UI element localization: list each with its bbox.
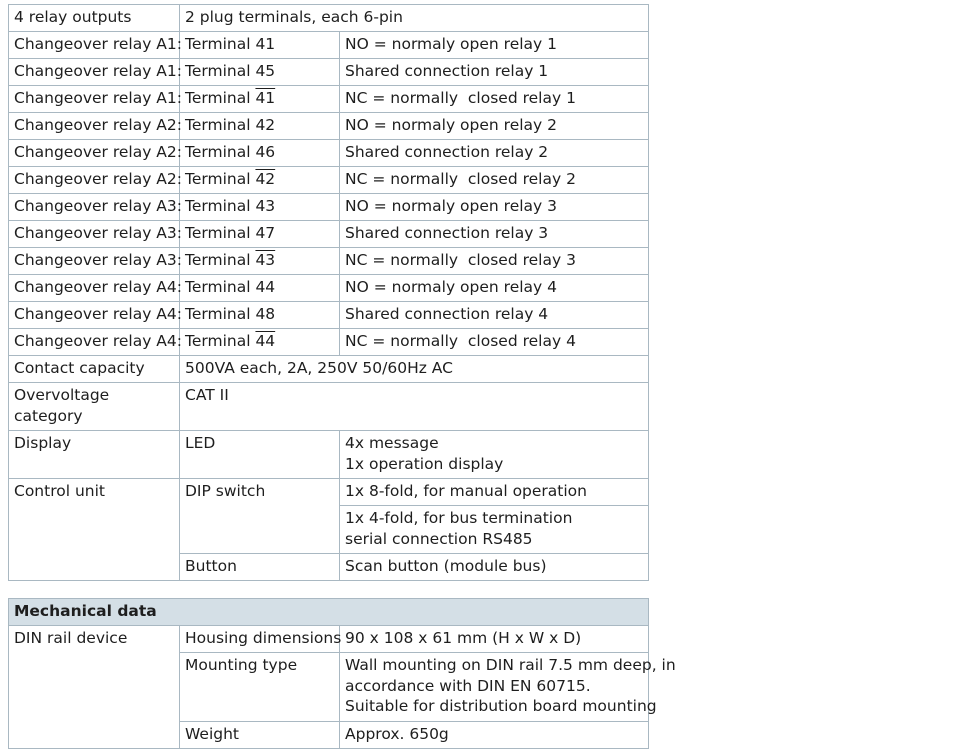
terminal-cell — [180, 248, 340, 275]
dip-switch-value-2-line-1: 1x 4-fold, for bus termination — [345, 509, 573, 527]
terminal-number: 41 — [255, 89, 276, 107]
specifications-table — [8, 4, 649, 581]
relay-outputs-value: 2 plug terminals, each 6-pin — [180, 5, 649, 32]
weight-label: Weight — [180, 722, 340, 749]
terminal-number: 48 — [255, 305, 276, 323]
table-row — [9, 113, 649, 140]
table-row — [9, 140, 649, 167]
housing-dimensions-value: 90 x 108 x 61 mm (H x W x D) — [340, 626, 649, 653]
terminal-prefix: Terminal — [185, 35, 256, 53]
specifications-table-footer-rows — [9, 356, 649, 581]
relay-description-cell: Shared connection relay 4 — [340, 302, 649, 329]
table-row — [9, 248, 649, 275]
terminal-prefix: Terminal — [185, 278, 256, 296]
relay-description-cell: NO = normaly open relay 4 — [340, 275, 649, 302]
terminal-prefix: Terminal — [185, 305, 256, 323]
table-row — [9, 302, 649, 329]
display-label: Display — [9, 431, 180, 479]
table-row — [9, 626, 649, 653]
terminal-number: 43 — [255, 251, 276, 269]
overvoltage-value: CAT II — [180, 383, 649, 431]
table-row — [9, 167, 649, 194]
terminal-prefix: Terminal — [185, 116, 256, 134]
table-header-row — [9, 599, 649, 626]
terminal-prefix: Terminal — [185, 251, 256, 269]
relay-description-cell: Shared connection relay 1 — [340, 59, 649, 86]
mounting-type-line-2: accordance with DIN EN 60715. — [345, 676, 591, 695]
mechanical-data-header: Mechanical data — [9, 599, 649, 626]
table-row — [9, 194, 649, 221]
terminal-cell — [180, 59, 340, 86]
terminal-number: 43 — [255, 197, 276, 215]
terminal-number: 41 — [255, 35, 276, 53]
weight-value: Approx. 650g — [340, 722, 649, 749]
terminal-prefix: Terminal — [185, 89, 256, 107]
relay-name-cell: Changeover relay A3: — [9, 194, 180, 221]
terminal-prefix: Terminal — [185, 332, 256, 350]
table-row — [9, 329, 649, 356]
terminal-number: 47 — [255, 224, 276, 242]
relay-name-cell: Changeover relay A4: — [9, 302, 180, 329]
control-unit-label: Control unit — [9, 479, 180, 581]
terminal-cell — [180, 329, 340, 356]
terminal-prefix: Terminal — [185, 143, 256, 161]
relay-name-cell: Changeover relay A4: — [9, 275, 180, 302]
terminal-number: 44 — [255, 278, 276, 296]
terminal-cell — [180, 221, 340, 248]
terminal-number: 42 — [255, 116, 276, 134]
display-value-line-2: 1x operation display — [345, 454, 504, 473]
terminal-cell — [180, 140, 340, 167]
relay-description-cell: NO = normaly open relay 2 — [340, 113, 649, 140]
terminal-number: 42 — [255, 170, 276, 188]
terminal-prefix: Terminal — [185, 170, 256, 188]
terminal-number: 46 — [255, 143, 276, 161]
relay-description-cell: NO = normaly open relay 1 — [340, 32, 649, 59]
table-row — [9, 221, 649, 248]
terminal-cell — [180, 113, 340, 140]
dip-switch-value-1: 1x 8-fold, for manual operation — [340, 479, 649, 506]
dip-switch-value-2 — [340, 506, 649, 554]
table-row — [9, 479, 649, 506]
relay-description-cell: Shared connection relay 3 — [340, 221, 649, 248]
terminal-cell — [180, 86, 340, 113]
relay-name-cell: Changeover relay A1: — [9, 59, 180, 86]
table-row — [9, 59, 649, 86]
terminal-prefix: Terminal — [185, 224, 256, 242]
display-type: LED — [180, 431, 340, 479]
terminal-cell — [180, 167, 340, 194]
relay-description-cell: NC = normally closed relay 1 — [340, 86, 649, 113]
mounting-type-label: Mounting type — [180, 653, 340, 722]
overvoltage-label-line-1: Overvoltage — [14, 386, 110, 404]
dip-switch-value-2-line-2: serial connection RS485 — [345, 529, 533, 548]
overvoltage-label — [9, 383, 180, 431]
terminal-cell — [180, 32, 340, 59]
din-rail-device-label: DIN rail device — [9, 626, 180, 749]
relay-description-cell: Shared connection relay 2 — [340, 140, 649, 167]
button-label: Button — [180, 554, 340, 581]
display-value — [340, 431, 649, 479]
table-row — [9, 5, 649, 32]
terminal-number: 45 — [255, 62, 276, 80]
dip-switch-label: DIP switch — [180, 479, 340, 554]
table-row — [9, 431, 649, 479]
mounting-type-line-1: Wall mounting on DIN rail 7.5 mm deep, in — [345, 656, 676, 674]
display-value-line-1: 4x message — [345, 434, 439, 452]
relay-name-cell: Changeover relay A3: — [9, 248, 180, 275]
table-row — [9, 32, 649, 59]
relay-description-cell: NC = normally closed relay 4 — [340, 329, 649, 356]
overvoltage-label-line-2: category — [14, 406, 83, 425]
relay-name-cell: Changeover relay A4: — [9, 329, 180, 356]
contact-capacity-label: Contact capacity — [9, 356, 180, 383]
table-row — [9, 356, 649, 383]
terminal-number: 44 — [255, 332, 276, 350]
relay-outputs-label: 4 relay outputs — [9, 5, 180, 32]
relay-name-cell: Changeover relay A2: — [9, 113, 180, 140]
terminal-cell — [180, 302, 340, 329]
terminal-prefix: Terminal — [185, 62, 256, 80]
relay-name-cell: Changeover relay A3: — [9, 221, 180, 248]
terminal-cell — [180, 194, 340, 221]
mechanical-data-table — [8, 598, 676, 749]
mounting-type-line-3: Suitable for distribution board mounting — [345, 697, 657, 716]
relay-description-cell: NC = normally closed relay 2 — [340, 167, 649, 194]
mounting-type-value — [340, 653, 676, 722]
specifications-table-body — [9, 5, 649, 356]
relay-name-cell: Changeover relay A2: — [9, 140, 180, 167]
button-value: Scan button (module bus) — [340, 554, 649, 581]
contact-capacity-value: 500VA each, 2A, 250V 50/60Hz AC — [180, 356, 649, 383]
relay-description-cell: NO = normaly open relay 3 — [340, 194, 649, 221]
table-row — [9, 86, 649, 113]
terminal-prefix: Terminal — [185, 197, 256, 215]
relay-description-cell: NC = normally closed relay 3 — [340, 248, 649, 275]
relay-name-cell: Changeover relay A1: — [9, 86, 180, 113]
table-row — [9, 383, 649, 431]
terminal-cell — [180, 275, 340, 302]
housing-dimensions-label: Housing dimensions — [180, 626, 340, 653]
relay-name-cell: Changeover relay A2: — [9, 167, 180, 194]
relay-name-cell: Changeover relay A1: — [9, 32, 180, 59]
table-row — [9, 275, 649, 302]
